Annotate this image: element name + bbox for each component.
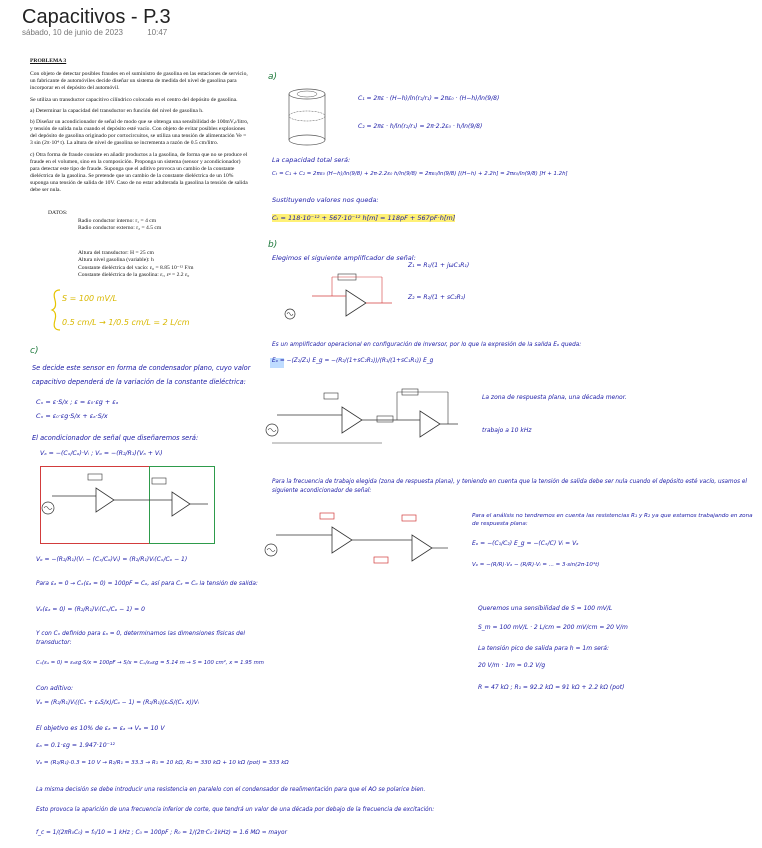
hw-fin1: La misma decisión se debe introducir una resistencia en paralelo con el condensador de realimentación para que el AO se polarice bien. [36, 787, 426, 793]
hw-aditivo: Con aditivo: [36, 685, 74, 692]
hw-ea-val: εₐ = 0.1·εg = 1.947·10⁻¹² [36, 742, 115, 749]
hw-ct-label: La capacidad total será: [272, 156, 351, 164]
hw-freq-text: Para la frecuencia de trabajo elegida (zona de respuesta plana), y teniendo en cuenta que la tensión de salida debe ser nula cuando el depósito esté vacío, usamos el siguiente acondicionador de señal: [272, 479, 747, 494]
hw-obj: El objetivo es 10% de εₐ = εₐ → Vₒ = 10 V [36, 725, 165, 732]
hw-sens-b: 0.5 cm/L → 1/0.5 cm/L = 2 L/cm [62, 318, 190, 327]
note-time: 10:47 [147, 28, 168, 37]
hw-fc: f_c = 1/(2πR₀C₀) = f₀/10 = 1 kHz ; C₀ = 100pF ; R₀ = 1/(2π·C₀·1kHz) = 1.6 MΩ ≈ mayor [36, 830, 287, 836]
datos-label: DATOS: [48, 210, 68, 216]
hw-cx2: Cₓ = ε₀·εg·S/x + εₐ·S/x [36, 412, 108, 420]
hw-dims-eq: Cₓ(εₐ = 0) = ε₀εg·S/x = 100pF → S/x = Cₒ/ε₀εg = 5.14 m → S = 100 cm², x = 1.95 mm [36, 660, 264, 666]
hw-plana: La zona de respuesta plana, una década menor. [482, 394, 627, 401]
hw-acond: El acondicionador de señal que diseñaremos será: [32, 434, 199, 442]
hw-vo: Vₒ = −(R/R)·Vₐ − (R/R)·Vᵢ = ... = 3·sin(2π·10⁴t) [472, 562, 600, 568]
datos-radios [78, 218, 161, 233]
hw-tension: La tensión pico de salida para h = 1m será: [478, 645, 609, 652]
datos-r1: Radio conductor interno: r₁ = 4 cm [78, 218, 157, 224]
hw-z1: Z₁ = R₁/(1 + jωC₁R₁) [408, 262, 470, 269]
hw-c-text2: capacitivo dependerá de la variación de la constante dieléctrica: [32, 378, 246, 386]
note-title: Capacitivos - P.3 [22, 6, 171, 28]
hw-subst-highlight: Cₜ = 118·10⁻¹² + 567·10⁻¹² h[m] = 118pF + 567pF·h[m] [272, 214, 456, 222]
hw-vo-fin: Vₒ = (R₂/R₁)·0.3 = 10 V → R₂/R₁ = 33.3 → R₁ = 10 kΩ, R₂ = 330 kΩ + 10 kΩ (pot) = 333 kΩ [36, 760, 289, 766]
problem-heading: PROBLEMA 3 [30, 58, 67, 64]
cylinder-transducer-figure [282, 86, 332, 148]
problem-p1: Con objeto de detectar posibles fraudes en el suministro de gasolina en las estaciones de servicio, un fabricante de automóviles decide diseñar un sistema de medida del nivel de gasolina para incorporar en el depósito del automóvil. [30, 71, 248, 92]
final-conditioner-schematic [262, 505, 452, 575]
hw-inv-text: Es un amplificador operacional en configuración de inversor, por lo que la expresión de la salida Eₒ queda: [272, 342, 582, 348]
hw-cx: Cₓ = ε·S/x ; ε = ε₀·εg + εₐ [36, 398, 119, 406]
hw-part-b: b) [268, 240, 278, 250]
hw-vab: Vₐ = −(Cₓ/Cₒ)·Vᵢ ; Vₒ = −(R₂/R₁)(Vₐ + Vᵢ) [40, 450, 163, 457]
datos-H: Altura del transductor: H = 25 cm [78, 250, 154, 256]
datos-constants [78, 250, 194, 279]
note-date: sábado, 10 de junio de 2023 [22, 28, 123, 37]
hw-s-calc: S_m = 100 mV/L · 2 L/cm = 200 mV/cm = 20 V/m [478, 624, 628, 631]
hw-trabajo: trabajo a 10 kHz [482, 427, 532, 434]
hw-queremos: Queremos una sensibilidad de S = 100 mV/L [478, 605, 613, 612]
datos-eg: Constante dieléctrica de la gasolina: εᵣ, εᵍ = 2.2 ε₀ [78, 271, 190, 278]
hw-part-a: a) [268, 72, 278, 82]
hw-subst [272, 214, 455, 222]
hw-fin2: Esto provoca la aparición de una frecuencia inferior de corte, que tendrá un valor de una década por debajo de la frecuencia de excitación: [36, 807, 435, 813]
hw-eo2: Eₒ = −(C₁/C₂) E_g = −(Cₓ/C) Vᵢ = Vₐ [472, 540, 579, 547]
problem-c: c) Otra forma de fraude consiste en añadir productos a la gasolina, de forma que no se produce el fraude en el volumen, sino en la composición. Proponga un sistema (sensor y acondicionador) para detectar este tipo de fraude. Suponga que el aditivo provoca un cambio de la constante dieléctrica de la gasolina. Se pretende que un cambio de la constante dieléctrica de un 10% suponga una tensión de salida de 10V. Caso de no estar adulterada la gasolina la tensión de salida debe ser nula. [30, 151, 248, 194]
hw-b-text: Elegimos el siguiente amplificador de señal: [272, 254, 416, 262]
hw-c2: C₂ = 2πε · h/ln(r₂/r₁) = 2π·2.2ε₀ · h/ln(9/8) [358, 123, 483, 130]
hw-v20: 20 V/m · 1m = 0.2 V/g [478, 662, 546, 669]
hw-ct: Cₜ = C₁ + C₂ = 2πε₀ (H−h)/ln(9/8) + 2π·2.2ε₀ h/ln(9/8) = 2πε₀/ln(9/8) [(H−h) + 2.2h] = 2πε₀/ln(9/8) [H + 1.2h] [272, 171, 568, 177]
problem-b: b) Diseñar un acondicionador de señal de modo que se obtenga una sensibilidad de 100mVₑₗ/litro, y tensión de salida nula cuando el depósito esté vacío. Con objeto de evitar posibles explosiones del depósito de gasolina originado por cortocircuitos, se utiliza una tensión de alimentación Ve = 3 sin (2π·10⁴ t). La altura de nivel de gasolina se incrementa a razón de 0.5 cm/litro. [30, 118, 249, 147]
two-stage-schematic [262, 385, 462, 455]
datos-h: Altura nivel gasolina (variable): h [78, 257, 154, 264]
hw-subst-label: Sustituyendo valores nos queda: [272, 196, 379, 204]
part-c-schematic [40, 468, 212, 540]
hw-dims: Y con Cₓ definido para εₐ = 0, determinamos las dimensiones físicas del transductor: [36, 631, 246, 646]
inverting-amp-schematic [282, 268, 402, 328]
yellow-brace [52, 290, 62, 330]
hw-vo-c: Vₒ = −(R₂/R₁)(Vᵢ − (Cₓ/Cₒ)Vᵢ) = (R₂/R₁)Vᵢ(Cₓ/Cₒ − 1) [36, 556, 188, 563]
problem-a: a) Determinar la capacidad del transductor en función del nivel de gasolina h. [30, 107, 204, 114]
hw-r-text: Para el análisis no tendremos en cuenta las resistencias R₁ y R₂ ya que estamos trabajando en zona de respuesta plana: [472, 513, 753, 528]
hw-part-c: c) [30, 346, 39, 356]
hw-sens-a: S = 100 mV/L [62, 294, 118, 303]
hw-eo: Eₒ = −(Z₂/Z₁) E_g = −(R₂/(1+sC₂R₂))/(R₁/(1+sC₁R₁)) E_g [272, 358, 434, 364]
problem-statement [30, 58, 250, 199]
note-meta [22, 28, 189, 37]
hw-vo-ad: Vₒ = (R₂/R₁)Vᵢ((Cₓ + εₐS/x)/Cₒ − 1) = (R₂/R₁)(εₐS/(Cₒ x))Vᵢ [36, 700, 199, 706]
datos-r2: Radio conductor externo: r₂ = 4.5 cm [78, 225, 162, 232]
datos-e0: Constante dieléctrica del vacío: ε₀ = 8.85 10⁻¹² F/m [78, 264, 194, 271]
hw-vo-zero: Vₒ(εₐ = 0) = (R₂/R₁)Vᵢ(Cₓ/Cₒ − 1) = 0 [36, 606, 145, 613]
hw-c1: C₁ = 2πε · (H−h)/ln(r₂/r₁) = 2πε₀ · (H−h)/ln(9/8) [358, 95, 500, 102]
hw-z2: Z₂ = R₂/(1 + sC₂R₂) [408, 294, 466, 301]
hw-r-vals: R = 47 kΩ ; R₁ = 92.2 kΩ = 91 kΩ + 2.2 kΩ (pot) [478, 684, 625, 691]
problem-p2: Se utiliza un transductor capacitivo cilíndrico colocado en el centro del depósito de gasolina. [30, 96, 238, 103]
hw-c-text1: Se decide este sensor en forma de condensador plano, cuyo valor [32, 364, 251, 372]
hw-ea0: Para εₐ = 0 → Cₓ(εₐ = 0) = 100pF = Cₒ, así para Cₓ = Cₒ la tensión de salida: [36, 581, 258, 587]
